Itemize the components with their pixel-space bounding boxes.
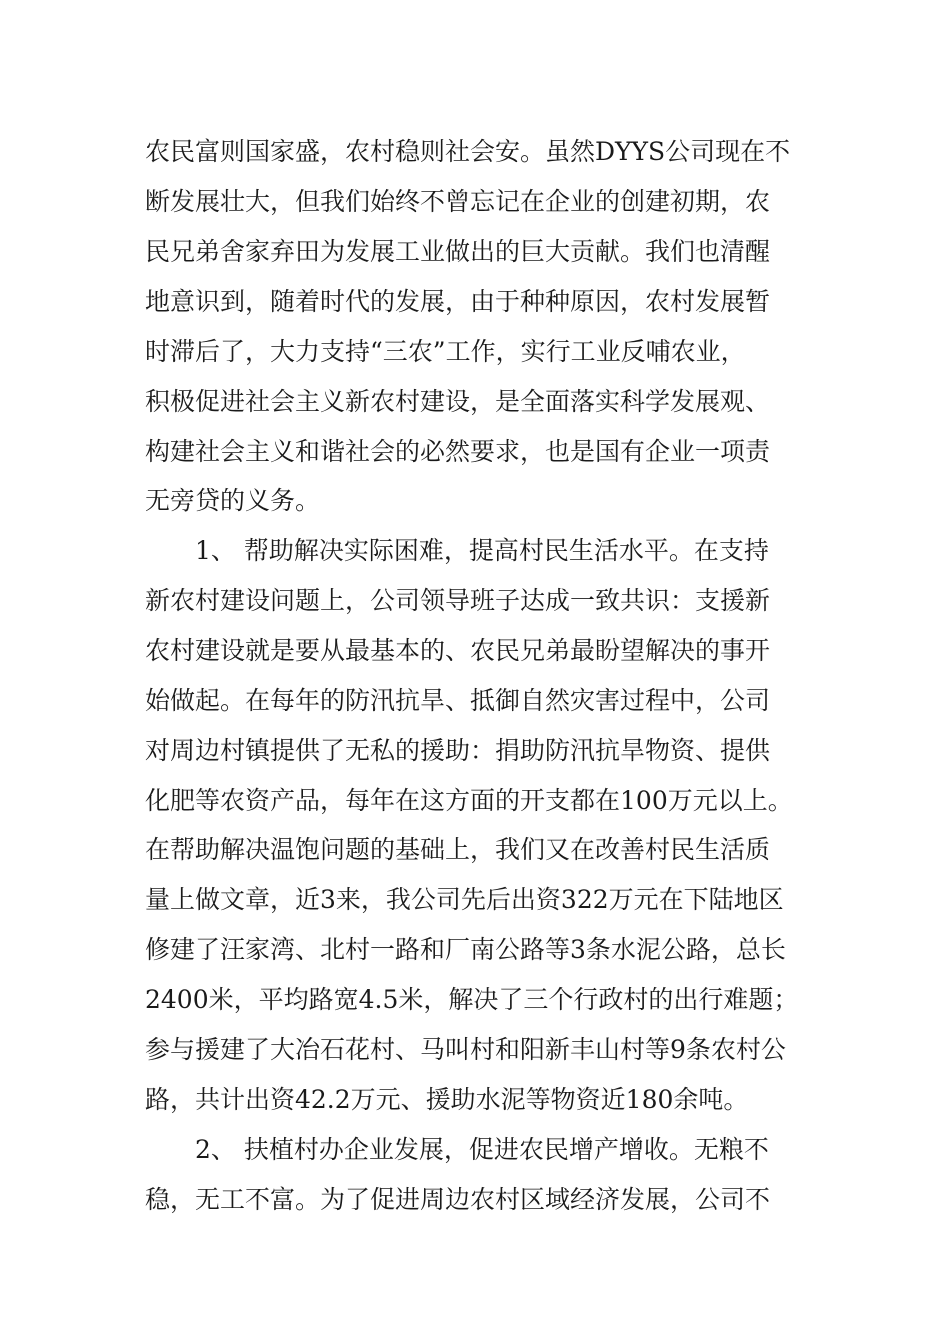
text-line: 新农村建设问题上，公司领导班子达成一致共识：支援新 [145, 586, 771, 615]
text-line: 化肥等农资产品，每年在这方面的开支都在100万元以上。 [145, 786, 793, 815]
text-line: 在帮助解决温饱问题的基础上，我们又在改善村民生活质 [145, 835, 771, 864]
text-line: 农村建设就是要从最基本的、农民兄弟最盼望解决的事开 [145, 636, 771, 665]
text-line: 积极促进社会主义新农村建设，是全面落实科学发展观、 [145, 387, 771, 416]
text-line: 无旁贷的义务。 [145, 486, 321, 515]
text-line: 稳，无工不富。为了促进周边农村区域经济发展，公司不 [145, 1185, 771, 1214]
text-line: 参与援建了大冶石花村、马叫村和阳新丰山村等9条农村公 [145, 1035, 786, 1064]
text-line: 路，共计出资42.2万元、援助水泥等物资近180余吨。 [145, 1085, 749, 1114]
text-line: 量上做文章，近3来，我公司先后出资322万元在下陆地区 [145, 885, 784, 914]
text-line: 2400米，平均路宽4.5米，解决了三个行政村的出行难题； [145, 985, 799, 1014]
text-line: 构建社会主义和谐社会的必然要求，也是国有企业一项责 [145, 437, 771, 466]
numbered-item-1: 1、 帮助解决实际困难，提高村民生活水平。在支持 [195, 536, 769, 565]
text-line: 农民富则国家盛，农村稳则社会安。虽然DYYS公司现在不 [145, 137, 791, 166]
text-line: 时滞后了，大力支持“三农”工作，实行工业反哺农业， [145, 337, 746, 366]
text-line: 断发展壮大，但我们始终不曾忘记在企业的创建初期，农 [145, 187, 771, 216]
text-line: 始做起。在每年的防汛抗旱、抵御自然灾害过程中，公司 [145, 686, 771, 715]
text-line: 修建了汪家湾、北村一路和厂南公路等3条水泥公路，总长 [145, 935, 786, 964]
text-line: 民兄弟舍家弃田为发展工业做出的巨大贡献。我们也清醒 [145, 237, 771, 266]
numbered-item-2: 2、 扶植村办企业发展，促进农民增产增收。无粮不 [195, 1135, 769, 1164]
text-line: 地意识到，随着时代的发展，由于种种原因，农村发展暂 [145, 287, 771, 316]
text-line: 对周边村镇提供了无私的援助：捐助防汛抗旱物资、提供 [145, 736, 771, 765]
